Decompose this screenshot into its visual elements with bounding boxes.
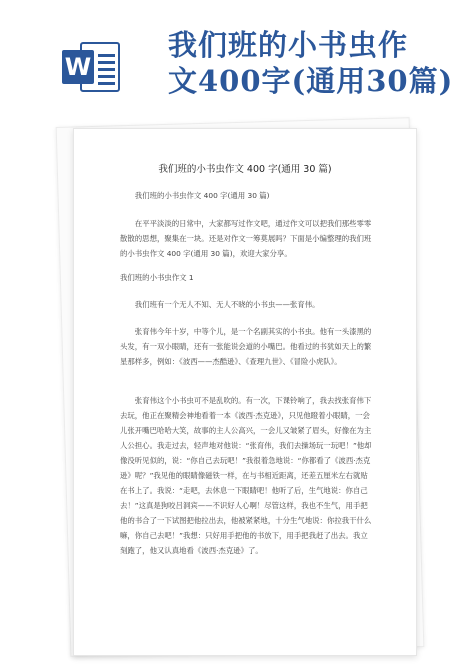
document-page [73,128,417,656]
intro-paragraph: 在平平淡淡的日常中，大家都写过作文吧，通过作文可以把我们那些零零散散的思想，聚集在一块。还是对作文一筹莫展吗？下面是小编整理的我们班的小书虫作文 400 字(通用 30 篇)，欢迎大家分享。 [120,219,372,258]
banner-title [168,27,468,99]
banner-title-line1: 我们班的小书虫作 [168,28,409,62]
paragraph-2: 张育伟今年十岁，中等个儿，是一个名副其实的小书虫。他有一头漆黑的头发，有一双小眼睛，还有一张能说会道的小嘴巴。他看过的书犹如天上的繁星那样多，例如：《波西——杰酷逊》、《查理九世》、《冒险小虎队》。 [120,327,372,366]
paragraph-1: 我们班有一个无人不知、无人不晓的小书虫——张育伟。 [134,300,320,309]
document-title: 我们班的小书虫作文 400 字(通用 30 篇) [158,164,332,175]
paragraph-3: 张育伟这个小书虫可不是乱吹的。有一次，下课铃响了，我去找张育伟下去玩，他正在聚精会神地看着一本《波西·杰克逊》，只见他瞪着小眼睛，一会儿张开嘴巴哈哈大笑，故事的主人公高兴，一会儿又皱紧了眉头，好像在为主人公担心。我走过去，轻声地对他说：“张育伟，我们去操场玩一玩吧！”他却像没听见似的，说：“你自己去玩吧！”我很着急地说：“你都看了《波西·杰克逊》呢？”我见他的眼睛像磁铁一样，在与书相近距离，还差五厘米左右就贴在书上了。我说：“走吧，去休息一下眼睛吧！他听了后，生气地说：你自己去！”这真是狗咬吕洞宾——不识好人心啊！尽管这样，我也不生气，用手把他的书合了一下试图把他拉出去，他被紧紧地，十分生气地说：你拉我干什么嘛，你自己去吧！”我想：只好用手把他的书放下，用手把我赶了出去。我立刻跑了，他又认真地看《波西·杰克逊》了。 [120,396,372,555]
word-document-icon [62,38,120,96]
header-banner [0,0,474,108]
section-heading: 我们班的小书虫作文 1 [120,273,194,282]
document-subtitle: 我们班的小书虫作文 400 字(通用 30 篇) [134,191,270,200]
banner-title-line2: 文400字(通用30篇) [168,64,454,98]
word-logo-tile: W [62,50,94,84]
